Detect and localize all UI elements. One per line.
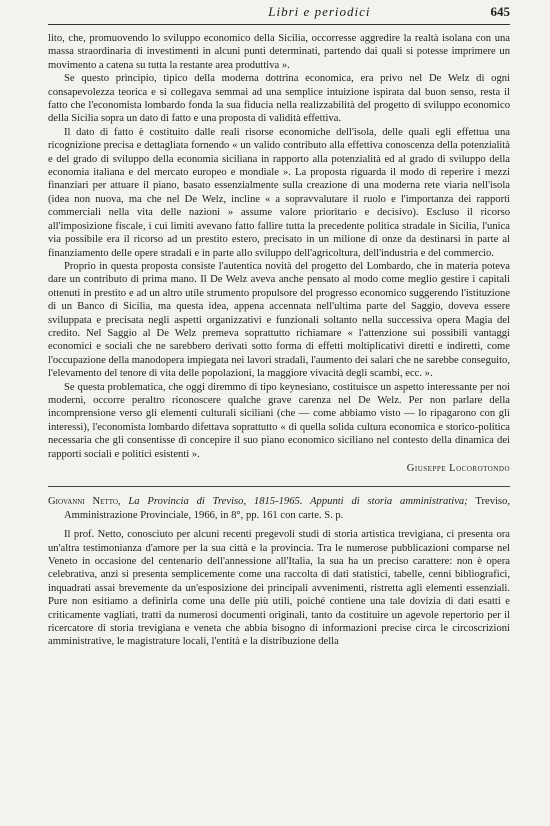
running-title: Libri e periodici bbox=[268, 4, 371, 19]
book-title: La Provincia di Treviso, 1815-1965. Appunti di storia amministrativa; bbox=[128, 496, 468, 508]
section-separator bbox=[48, 486, 510, 487]
page-number: 645 bbox=[490, 4, 510, 19]
review-1-paragraph: lito, che, promuovendo lo sviluppo economico della Sicilia, occorresse aggredire la realtà isolana con una massa straordinaria di investimenti in alcuni punti determinati, partendo dai quali si potesse imprimere un movimento a catena su tutta la restante area produttiva ». bbox=[48, 33, 510, 71]
review-1-paragraph: Se questa problematica, che oggi diremmo di tipo keynesiano, costituisce un aspetto interessante per noi moderni, occorre peraltro riconoscere qualche grave carenza nel De Welz. Per non parlare della incomprensione verso gli elementi culturali siciliani (che — come abbiamo visto — lo ripagarono con gli interessi), l'economista lombardo difettava soprattutto « di quella solida cultura economica e storico-politica necessaria che gli consentisse di concepire il suo piano economico siciliano nel contesto della dinamica dei rapporti sociali e politici esistenti ». bbox=[48, 381, 510, 460]
page-header bbox=[48, 4, 510, 24]
bibliographic-citation bbox=[48, 495, 510, 522]
reviewer-signature: Giuseppe Locorotondo bbox=[406, 463, 510, 474]
book-author: Giovanni Netto, bbox=[48, 496, 121, 508]
review-2-paragraph: Il prof. Netto, conosciuto per alcuni recenti pregevoli studi di storia artistica trevigiana, ci presenta ora un'altra testimonianza d'amore per la sua città e la provincia. Tra le numerose pubblicazioni comparse nel Veneto in occasione del centenario dell'annessione all'Italia, la sua ha un preciso carattere: non è opera celebrativa, anzi si presenta semplicemente come una raccolta di dati statistici, tabelle, cenni bibliografici, inquadrati assai brevemente da un'esposizione dei principali avvenimenti, ristretta agli elementi essenziali. Pure non esitiamo a definirla come una delle più utili, poiché contiene una tale dovizia di dati esatti e criticamente vagliati, tratti da numerosi documenti originali, tanto da costituire un agevole repertorio per il ricercatore di storia trevigiana e veneta che abbia bisogno di informazioni precise circa le circoscrizioni amministrative, le magistrature locali, l'entità e la distribuzione della bbox=[48, 529, 510, 648]
review-2 bbox=[48, 495, 510, 648]
review-1-paragraph: Proprio in questa proposta consiste l'autentica novità del progetto del Lombardo, che in materia poteva dare un contributo di prima mano. Il De Welz aveva anche pensato al modo come meglio gestire i capitali ottenuti in prestito e ad un altro utile strumento propulsore del progresso economico suggerendo l'istituzione di un Banco di Sicilia, ma questa idea, appena accennata nell'ultima parte del Saggio, doveva essere sviluppata e precisata negli aspetti organizzativi e funzionali soltanto nella successiva opera Magia del credito. Nel Saggio al De Welz premeva soprattutto richiamare « l'attenzione sui possibili vantaggi economici e sociali che ne sarebbero derivati sotto forma di effetti moltiplicativi diretti e indiretti, come l'occupazione della manodopera impiegata nei lavori stradali, l'aumento dei salari che ne sarebbe conseguito, l'elevamento del tenore di vita delle popolazioni, la maggiore vivacità degli scambi, ecc. ». bbox=[48, 260, 510, 380]
review-1 bbox=[48, 32, 510, 475]
header-rule bbox=[48, 24, 510, 25]
book-details: Treviso, Amministrazione Provinciale, 1966, in 8°, pp. 161 con carte. S. p. bbox=[64, 496, 510, 521]
review-1-paragraph: Se questo principio, tipico della moderna dottrina economica, era privo nel De Welz di ogni consapevolezza teorica e si collegava semmai ad una semplice intuizione ispirata dal buon senso, resta il fatto che l'economista lombardo fonda la sua fiducia nella realizzabilità del progetto di sviluppo economico della Sicilia sopra un dato di fatto e una proposta di validità effettiva. bbox=[48, 73, 510, 125]
review-1-paragraph: Il dato di fatto è costituito dalle reali risorse economiche dell'isola, delle quali egli effettua una ricognizione precisa e dettagliata fornendo « un valido contributo alla effettiva conoscenza della potenzialità e del grado di sviluppo della economia siciliana in rapporto alla potenzialità ed al grado di sviluppo della economia italiana e del mercato europeo e mondiale ». La proposta riguarda il modo di reperire i mezzi finanziari per attuare il piano, basato essenzialmente sulla creazione di una moderna rete viaria nell'isola (idea non nuova, ma che nel De Welz, incline « a sopravvalutare il ruolo e l'importanza dei rapporti commerciali nella vita delle nazioni » assume valore prioritario e decisivo). Escluso il ricorso all'imposizione fiscale, i cui limiti avevano fatto fallire tutta la precedente politica stradale in Sicilia, l'unica via possibile era il ricorso ad un prestito estero, precisato in un milione di onze da destinarsi in parte al finanziamento delle opere stradali e in parte allo sviluppo dell'agricoltura, dell'industria e del commercio. bbox=[48, 126, 510, 259]
